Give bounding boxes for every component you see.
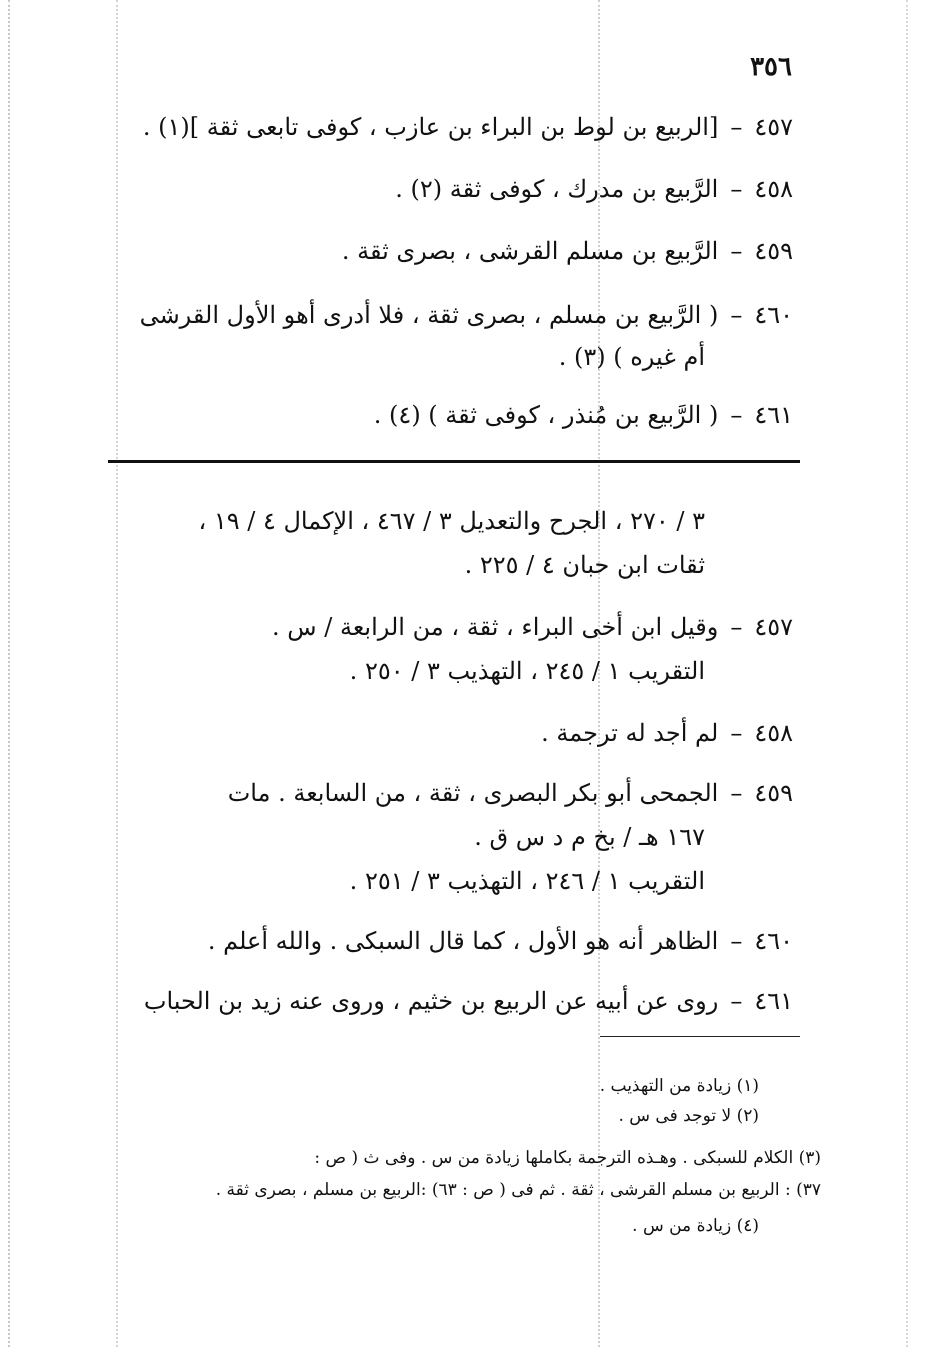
- entry-text: [الربيع بن لوط بن البراء بن عازب ، كوفى تابعى ثقة ](١) .: [142, 113, 719, 141]
- note-dash: –: [730, 613, 743, 641]
- footnote-4: (٤) زيادة من س .: [632, 1216, 759, 1236]
- note-text: وقيل ابن أخى البراء ، ثقة ، من الرابعة / س .: [272, 613, 719, 641]
- footnote-1: (١) زيادة من التهذيب .: [599, 1076, 759, 1096]
- note-461: [108, 978, 793, 1024]
- footnote-2: (٢) لا توجد فى س .: [618, 1106, 759, 1126]
- entry-number: ٤٥٧: [754, 113, 793, 141]
- entry-dash: –: [730, 113, 743, 141]
- entry-number: ٤٦١: [754, 401, 793, 429]
- entry-number: ٤٥٨: [754, 175, 793, 203]
- note-number: ٤٦١: [754, 987, 793, 1015]
- footnote-3: (٣) الكلام للسبكى . وهـذه الترجمة بكاملها زيادة من س . وفى ث ( ص :: [314, 1148, 821, 1168]
- note-458: [108, 710, 793, 756]
- note-459-continuation: ١٦٧ هـ / بخ م د س ق .: [474, 823, 705, 851]
- note-number: ٤٦٠: [754, 927, 793, 955]
- entry-dash: –: [730, 175, 743, 203]
- entry-dash: –: [730, 237, 743, 265]
- footnote-3-continuation: ٣٧) : الربيع بن مسلم القرشى ، ثقة . ثم فى ( ص : ٦٣) :الربيع بن مسلم ، بصرى ثقة .: [215, 1180, 821, 1200]
- entry-dash: –: [730, 401, 743, 429]
- entry-461: [108, 392, 793, 438]
- entry-457: [108, 104, 793, 150]
- page-number: ٣٥٦: [750, 52, 792, 82]
- note-text: لم أجد له ترجمة .: [541, 719, 719, 747]
- note-number: ٤٥٨: [754, 719, 793, 747]
- note-dash: –: [730, 927, 743, 955]
- note-459-reference: التقريب ١ / ٢٤٦ ، التهذيب ٣ / ٢٥١ .: [349, 867, 705, 895]
- entry-dash: –: [730, 301, 743, 329]
- entry-459: [108, 228, 793, 274]
- entry-text: ( الرَّبيع بن مسلم ، بصرى ثقة ، فلا أدرى أهو الأول القرشى: [139, 301, 719, 329]
- footnote-rule: [600, 1036, 800, 1037]
- note-dash: –: [730, 719, 743, 747]
- entry-text: الرَّبيع بن مسلم القرشى ، بصرى ثقة .: [341, 237, 719, 265]
- note-text: الجمحى أبو بكر البصرى ، ثقة ، من السابعة . مات: [227, 779, 719, 807]
- note-dash: –: [730, 987, 743, 1015]
- entry-458: [108, 166, 793, 212]
- note-text: الظاهر أنه هو الأول ، كما قال السبكى . والله أعلم .: [207, 927, 719, 955]
- note-457-reference: التقريب ١ / ٢٤٥ ، التهذيب ٣ / ٢٥٠ .: [349, 657, 705, 685]
- scan-fold-line: [8, 0, 10, 1347]
- entry-text: الرَّبيع بن مدرك ، كوفى ثقة (٢) .: [395, 175, 719, 203]
- entry-number: ٤٥٩: [754, 237, 793, 265]
- note-dash: –: [730, 779, 743, 807]
- note-number: ٤٥٧: [754, 613, 793, 641]
- section-divider: [108, 460, 800, 463]
- note-number: ٤٥٩: [754, 779, 793, 807]
- notes-carryover-line: ٣ / ٢٧٠ ، الجرح والتعديل ٣ / ٤٦٧ ، الإكمال ٤ / ١٩ ،: [198, 507, 705, 535]
- note-459: [108, 770, 793, 816]
- note-460: [108, 918, 793, 964]
- entry-460: [108, 292, 793, 338]
- note-text: روى عن أبيه عن الربيع بن خثيم ، وروى عنه زيد بن الحباب: [143, 987, 719, 1015]
- notes-carryover-line: ثقات ابن حبان ٤ / ٢٢٥ .: [464, 551, 705, 579]
- entry-text: ( الرَّبيع بن مُنذر ، كوفى ثقة ) (٤) .: [373, 401, 719, 429]
- entry-460-continuation: أم غيره ) (٣) .: [558, 343, 705, 371]
- entry-number: ٤٦٠: [754, 301, 793, 329]
- note-457: [108, 604, 793, 650]
- scan-fold-line: [906, 0, 908, 1347]
